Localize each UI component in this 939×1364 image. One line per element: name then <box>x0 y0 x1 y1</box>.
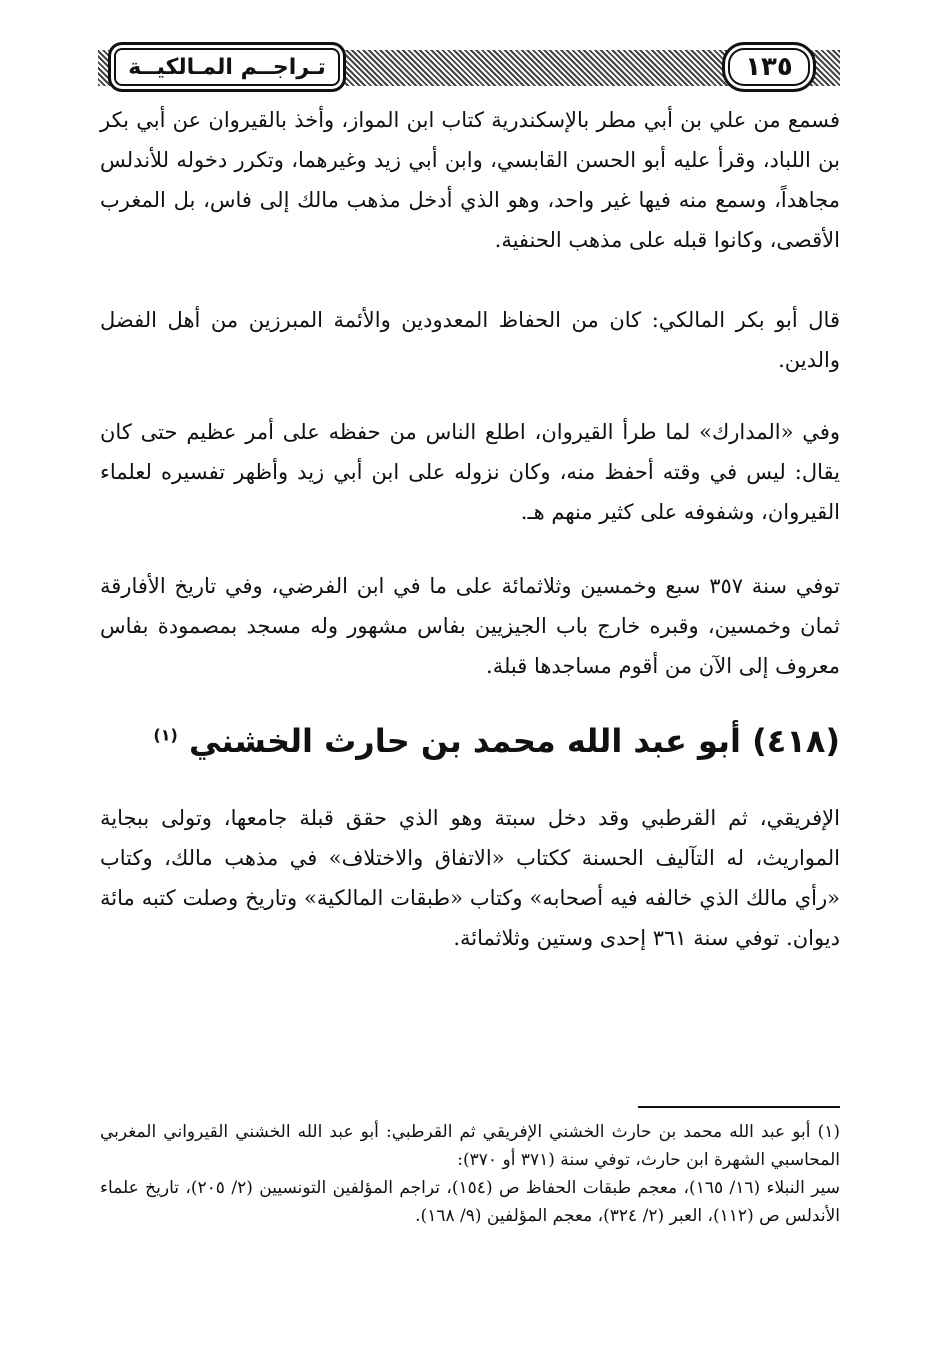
footnote-marker[interactable]: (١) <box>153 725 178 745</box>
paragraph-3 <box>100 412 840 532</box>
footnote-1-sources: سير النبلاء (١٦/ ١٦٥)، معجم طبقات الحفاظ ص (١٥٤)، تراجم المؤلفين التونسيين (٢/ ٢٠٥)، تاريخ علماء الأندلس ص (١١٢)، العبر (٢/ ٣٢٤)، معجم المؤلفين (٩/ ١٦٨). <box>100 1178 840 1226</box>
paragraph-1 <box>100 100 840 260</box>
paragraph-2-text: قال أبو بكر المالكي: كان من الحفاظ المعدودين والأئمة المبرزين من أهل الفضل والدين. <box>100 308 840 372</box>
paragraph-3-text: وفي «المدارك» لما طرأ القيروان، اطلع الناس من حفظه على أمر عظيم حتى كان يقال: ليس في وقته أحفظ منه، وكان نزوله على ابن أبي زيد وأظهر تفسيره لعلماء القيروان، وشفوفه على كثير منهم هـ. <box>100 420 840 524</box>
entry-paragraph <box>100 798 840 958</box>
footnote-1: (١) أبو عبد الله محمد بن حارث الخشني الإفريقي ثم القرطبي: أبو عبد الله الخشني القيرواني المغربي المحاسبي الشهرة ابن حارث، توفي سنة (٣٧١ أو ٣٧٠): <box>100 1122 840 1170</box>
entry-heading <box>150 722 840 760</box>
page-number: ١٣٥ <box>745 52 793 82</box>
running-title-frame <box>108 42 346 92</box>
paragraph-1-text: فسمع من علي بن أبي مطر بالإسكندرية كتاب ابن المواز، وأخذ بالقيروان عن أبي بكر بن اللباد، وقرأ عليه أبو الحسن القابسي، وابن أبي زيد وغيرهما، وتكرر دخوله للأندلس مجاهداً، وسمع منه فيها غير واحد، وهو الذي أدخل مذهب مالك إلى فاس، بل المغرب الأقصى، وكانوا قبله على مذهب الحنفية. <box>100 108 840 252</box>
footnotes <box>100 1118 840 1230</box>
paragraph-4-text: توفي سنة ٣٥٧ سبع وخمسين وثلاثمائة على ما في ابن الفرضي، وفي تاريخ الأفارقة ثمان وخمسين، وقبره خارج باب الجيزيين بفاس مشهور وله مسجد بمصمودة بفاس معروف إلى الآن من أقوم مساجدها قبلة. <box>100 574 840 678</box>
paragraph-2 <box>100 300 840 380</box>
running-title: تـراجــم المـالكيــة <box>128 54 326 80</box>
page-number-frame <box>722 42 816 92</box>
entry-paragraph-text: الإفريقي، ثم القرطبي وقد دخل سبتة وهو الذي حقق قبلة جامعها، وتولى ببجاية المواريث، له التآليف الحسنة ككتاب «الاتفاق والاختلاف» في مذهب مالك، وكتاب «رأي مالك الذي خالفه فيه أصحابه» وكتاب «طبقات المالكية» وتاريخ وصلت كتبه مائة ديوان. توفي سنة ٣٦١ إحدى وستين وثلاثمائة. <box>100 806 840 950</box>
entry-heading-text: (٤١٨) أبو عبد الله محمد بن حارث الخشني <box>188 722 840 760</box>
footnote-separator <box>638 1106 840 1108</box>
paragraph-4 <box>100 566 840 686</box>
